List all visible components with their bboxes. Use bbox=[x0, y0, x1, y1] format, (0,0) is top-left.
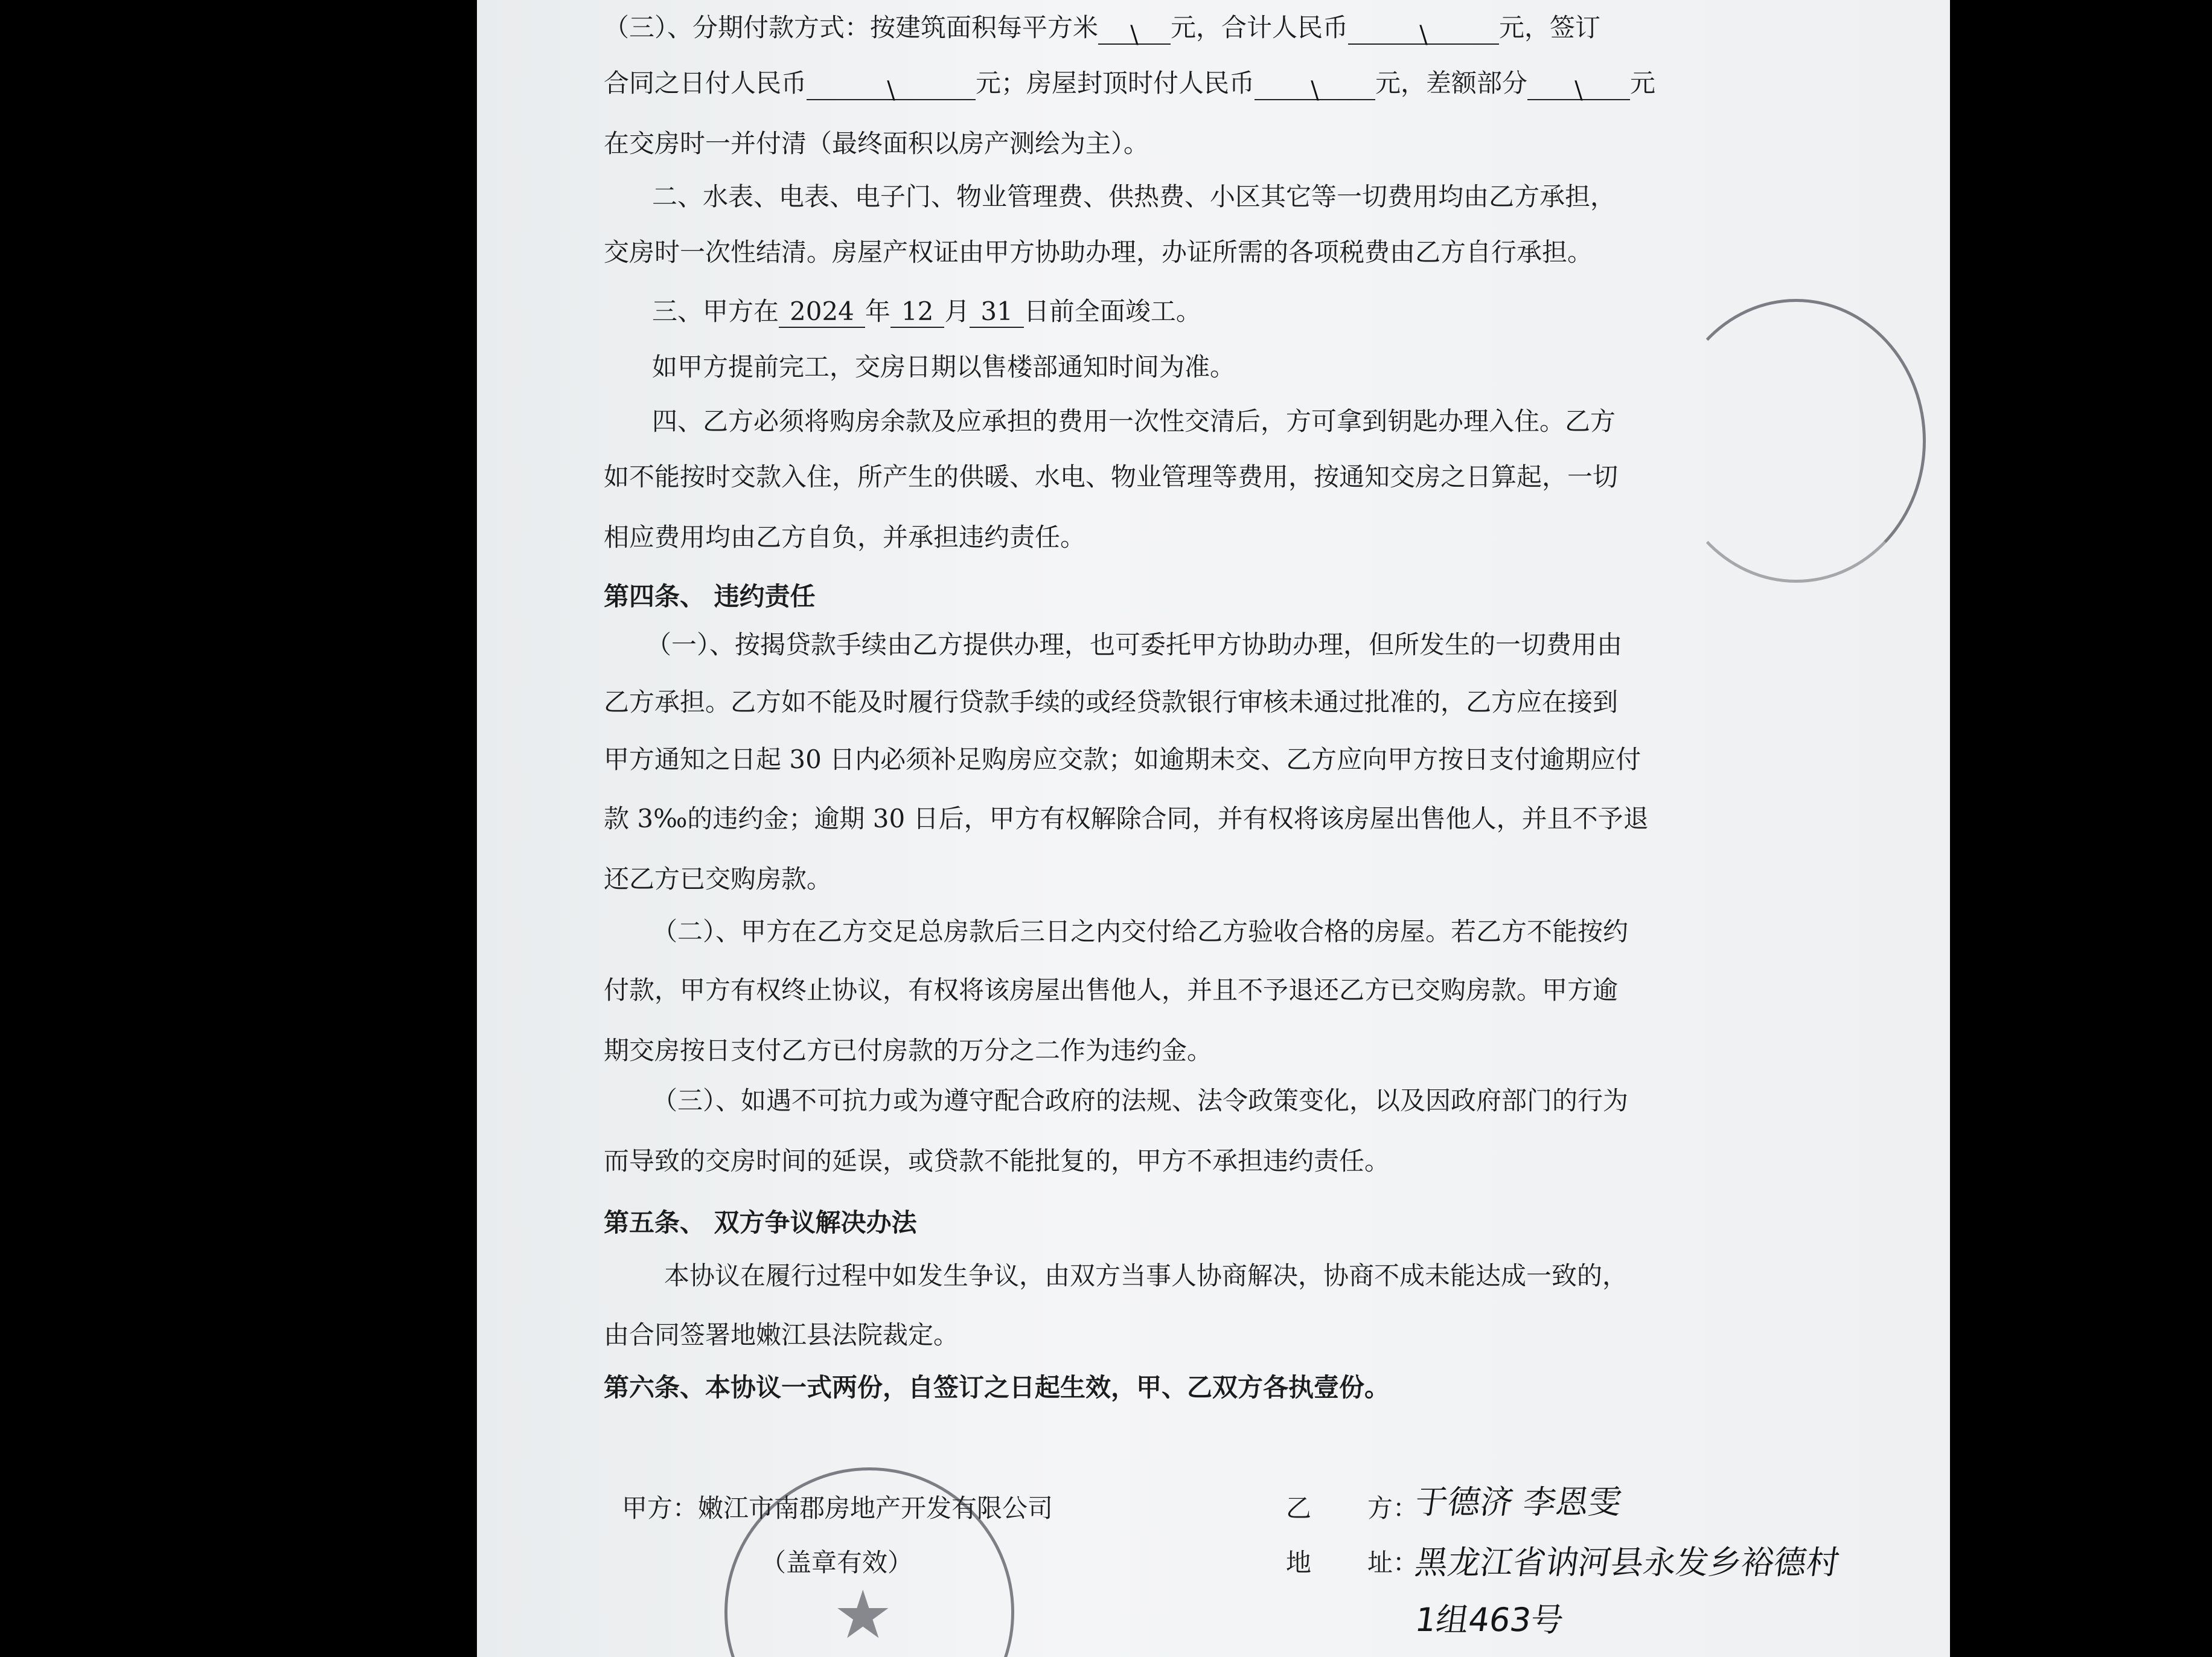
installment-line-3: 在交房时一并付清（最终面积以房产测绘为主）。 bbox=[604, 129, 1149, 158]
party-b-signature: 于德济 李恩雯 bbox=[1413, 1483, 1625, 1521]
article-4-2-line-1: （二）、甲方在乙方交足总房款后三日之内交付给乙方验收合格的房屋。若乙方不能按约 bbox=[652, 917, 1629, 946]
price-per-sqm-blank: \ bbox=[1098, 14, 1171, 45]
completion-day: 31 bbox=[970, 296, 1023, 328]
partial-seal-right bbox=[1666, 299, 1926, 583]
balance-blank: \ bbox=[1527, 70, 1630, 100]
article-4-1-line-1: （一）、按揭贷款手续由乙方提供办理，也可委托甲方协助办理，但所发生的一切费用由 bbox=[646, 630, 1623, 659]
completion-year: 2024 bbox=[779, 296, 865, 328]
signing-payment-blank: \ bbox=[807, 70, 976, 100]
seal-star-icon: ★ bbox=[833, 1576, 893, 1653]
party-b-address-line-2: 1组463号 bbox=[1413, 1601, 1567, 1639]
installment-line-1 bbox=[604, 11, 1601, 49]
party-a-seal-note: （盖章有效） bbox=[761, 1548, 913, 1577]
party-b-label-1: 乙 bbox=[1286, 1493, 1312, 1523]
item-4-line-3: 相应费用均由乙方自负，并承担违约责任。 bbox=[604, 522, 1086, 552]
article-5-line-1: 本协议在履行过程中如发生争议，由双方当事人协商解决，协商不成未能达成一致的， bbox=[664, 1261, 1628, 1290]
roof-payment-blank: \ bbox=[1255, 70, 1375, 100]
installment-label: （三）、分期付款方式：按建筑面积每平方米 bbox=[604, 13, 1099, 42]
item-2-line-1: 二、水表、电表、电子门、物业管理费、供热费、小区其它等一切费用均由乙方承担， bbox=[652, 182, 1616, 211]
installment-signing-label: 元，签订 bbox=[1499, 13, 1601, 42]
article-4-1-line-5: 还乙方已交购房款。 bbox=[604, 864, 833, 894]
party-b-address: 黑龙江省讷河县永发乡裕德村 bbox=[1413, 1543, 1842, 1582]
installment-line-2: 合同之日付人民币 \ 元；房屋封顶时付人民币 \ 元，差额部分 \ 元 bbox=[604, 68, 1656, 104]
party-b-label-2: 方： bbox=[1367, 1493, 1419, 1523]
article-5-line-2: 由合同签署地嫩江县法院裁定。 bbox=[604, 1320, 959, 1350]
installment-total-label: 元，合计人民币 bbox=[1171, 13, 1349, 42]
article-4-2-line-3: 期交房按日支付乙方已付房款的万分之二作为违约金。 bbox=[604, 1036, 1213, 1065]
item-4-line-1: 四、乙方必须将购房余款及应承担的费用一次性交清后，方可拿到钥匙办理入住。乙方 bbox=[652, 406, 1616, 436]
article-6: 第六条、本协议一式两份，自签订之日起生效，甲、乙双方各执壹份。 bbox=[604, 1373, 1390, 1402]
completion-month: 12 bbox=[890, 296, 944, 328]
article-4-2-line-2: 付款，甲方有权终止协议，有权将该房屋出售他人，并且不予退还乙方已交购房款。甲方逾 bbox=[604, 975, 1619, 1005]
address-label-1: 地 bbox=[1286, 1548, 1312, 1577]
item-3-line-2: 如甲方提前完工，交房日期以售楼部通知时间为准。 bbox=[652, 352, 1236, 382]
item-3-line-1: 三、甲方在 2024 年 12 月 31 日前全面竣工。 bbox=[652, 295, 1201, 329]
item-4-line-2: 如不能按时交款入住，所产生的供暖、水电、物业管理等费用，按通知交房之日算起，一切 bbox=[604, 462, 1619, 492]
article-4-3-line-1: （三）、如遇不可抗力或为遵守配合政府的法规、法令政策变化，以及因政府部门的行为 bbox=[652, 1086, 1629, 1115]
party-a: 甲方：嫩江市南郡房地产开发有限公司 bbox=[622, 1493, 1053, 1523]
article-4-1-line-3: 甲方通知之日起 30 日内必须补足购房应交款；如逾期未交、乙方应向甲方按日支付逾期应付 bbox=[604, 745, 1641, 774]
item-2-line-2: 交房时一次性结清。房屋产权证由甲方协助办理，办证所需的各项税费由乙方自行承担。 bbox=[604, 237, 1593, 267]
contract-page bbox=[477, 0, 1950, 1657]
article-4-3-line-2: 而导致的交房时间的延误，或贷款不能批复的，甲方不承担违约责任。 bbox=[604, 1146, 1390, 1176]
address-label-2: 址： bbox=[1367, 1548, 1419, 1577]
article-4-1-line-4: 款 3‰的违约金；逾期 30 日后，甲方有权解除合同，并有权将该房屋出售他人，并且不予退 bbox=[604, 804, 1649, 833]
total-amount-blank: \ bbox=[1348, 14, 1499, 45]
article-4-title: 第四条、 违约责任 bbox=[604, 582, 816, 611]
article-5-title: 第五条、 双方争议解决办法 bbox=[604, 1208, 917, 1237]
article-4-1-line-2: 乙方承担。乙方如不能及时履行贷款手续的或经贷款银行审核未通过批准的，乙方应在接到 bbox=[604, 687, 1619, 717]
